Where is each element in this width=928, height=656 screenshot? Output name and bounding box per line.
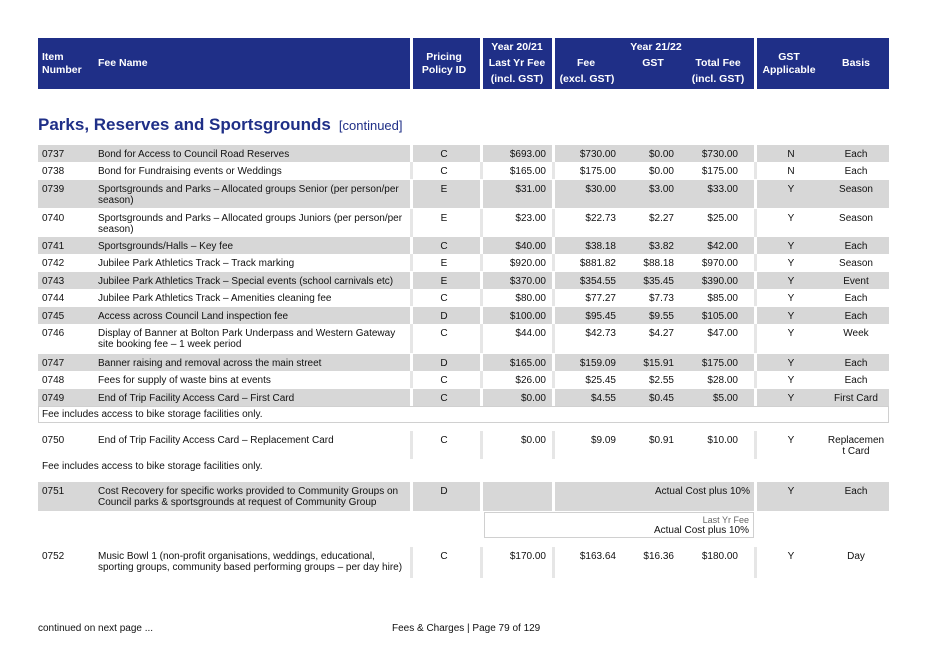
cell-fee: $30.00 <box>585 184 616 195</box>
cell-fee: $4.55 <box>590 393 616 404</box>
cell-name: Jubilee Park Athletics Track – Amenities cleaning fee <box>98 293 332 304</box>
cell-actual-cost: Actual Cost plus 10% <box>654 486 750 497</box>
cell-total: $175.00 <box>701 166 738 177</box>
cell-last: $40.00 <box>515 241 546 252</box>
table-row <box>38 272 889 289</box>
cell-num: 0750 <box>42 435 65 446</box>
cell-app: Y <box>787 311 795 322</box>
cell-name: Bond for Fundraising events or Weddings <box>98 166 282 177</box>
cell-gst: $9.55 <box>648 311 674 322</box>
cell-last: $80.00 <box>515 293 546 304</box>
cell-total: $47.00 <box>707 328 738 339</box>
cell-fee: $22.73 <box>585 213 616 224</box>
cell-num: 0742 <box>42 258 65 269</box>
cell-num: 0746 <box>42 328 65 339</box>
cell-last: $100.00 <box>509 311 546 322</box>
cell-app: N <box>787 149 795 160</box>
cell-total: $5.00 <box>712 393 738 404</box>
cell-name: End of Trip Facility Access Card – First Card <box>98 393 295 404</box>
cell-app: Y <box>787 241 795 252</box>
cell-app: Y <box>787 213 795 224</box>
cell-basis: Week <box>843 328 869 339</box>
footer-continued: continued on next page ... <box>38 623 154 634</box>
cell-basis: Each <box>844 166 868 177</box>
header-gst-applicable: GST Applicable <box>762 51 816 76</box>
cell-gst: $88.18 <box>643 258 674 269</box>
cell-gst: $0.45 <box>648 393 674 404</box>
cell-num: 0737 <box>42 149 65 160</box>
cell-basis: Season <box>839 213 873 224</box>
cell-app: Y <box>787 328 795 339</box>
cell-policy: D <box>440 311 448 322</box>
cell-policy: E <box>440 258 448 269</box>
cell-app: Y <box>787 358 795 369</box>
cell-fee: $9.09 <box>590 435 616 446</box>
cell-num: 0748 <box>42 375 65 386</box>
section-title-text: Parks, Reserves and Sportsgrounds <box>38 115 331 134</box>
section-title <box>38 115 403 135</box>
cell-fee: $881.82 <box>579 258 616 269</box>
last-yr-fee-label: Last Yr Fee <box>702 515 749 525</box>
cell-gst: $15.91 <box>643 358 674 369</box>
cell-gst: $3.82 <box>648 241 674 252</box>
cell-name: Sportsgrounds and Parks – Allocated groups Juniors (per person/per season) <box>98 213 403 235</box>
cell-fee: $42.73 <box>585 328 616 339</box>
cell-name: Bond for Access to Council Road Reserves <box>98 149 290 160</box>
cell-name: Banner raising and removal across the main street <box>98 358 322 369</box>
cell-gst: $2.55 <box>648 375 674 386</box>
cell-last: $920.00 <box>509 258 546 269</box>
cell-name: Sportsgrounds and Parks – Allocated groups Senior (per person/per season) <box>98 184 399 206</box>
cell-total: $730.00 <box>701 149 738 160</box>
table-row <box>38 431 889 459</box>
header-incl-gst-2: (incl. GST) <box>691 73 745 85</box>
cell-policy: C <box>440 166 448 177</box>
cell-basis: Each <box>844 293 868 304</box>
cell-gst: $0.00 <box>648 149 674 160</box>
cell-name: Sportsgrounds/Halls – Key fee <box>98 241 234 252</box>
cell-basis: Each <box>844 375 868 386</box>
cell-basis: First Card <box>834 393 878 404</box>
cell-last: $370.00 <box>509 276 546 287</box>
cell-fee: $175.00 <box>579 166 616 177</box>
cell-basis: Each <box>844 241 868 252</box>
cell-total: $42.00 <box>707 241 738 252</box>
cell-basis: Season <box>839 184 873 195</box>
cell-basis: Event <box>843 276 869 287</box>
header-gst: GST <box>642 57 664 69</box>
cell-last: $0.00 <box>520 393 546 404</box>
table-row <box>38 371 889 388</box>
cell-basis: Season <box>839 258 873 269</box>
cell-last: $0.00 <box>520 435 546 446</box>
cell-app: Y <box>787 486 795 497</box>
table-row <box>38 389 889 406</box>
cell-num: 0744 <box>42 293 65 304</box>
table-row <box>38 209 889 237</box>
cell-num: 0740 <box>42 213 65 224</box>
cell-last: $165.00 <box>509 166 546 177</box>
last-yr-fee-value: Actual Cost plus 10% <box>653 525 749 536</box>
cell-num: 0752 <box>42 551 65 562</box>
table-row <box>38 354 889 371</box>
table-header <box>38 38 889 89</box>
cell-gst: $3.00 <box>648 184 674 195</box>
cell-name: Cost Recovery for specific works provided to Community Groups on Council parks & sportsgrounds at request of Community Group <box>98 486 399 508</box>
cell-policy: E <box>440 213 448 224</box>
cell-app: Y <box>787 375 795 386</box>
cell-basis: Each <box>844 149 868 160</box>
cell-fee: $354.55 <box>579 276 616 287</box>
cell-last: $170.00 <box>509 551 546 562</box>
table-row <box>38 145 889 162</box>
cell-policy: C <box>440 393 448 404</box>
table-row <box>38 307 889 324</box>
section-continued: [continued] <box>338 118 403 133</box>
table-row <box>38 162 889 179</box>
cell-num: 0745 <box>42 311 65 322</box>
cell-app: N <box>787 166 795 177</box>
cell-gst: $0.00 <box>648 166 674 177</box>
cell-app: Y <box>787 551 795 562</box>
cell-app: Y <box>787 184 795 195</box>
cell-total: $10.00 <box>707 435 738 446</box>
cell-fee: $730.00 <box>579 149 616 160</box>
cell-last: $693.00 <box>509 149 546 160</box>
cell-total: $180.00 <box>701 551 738 562</box>
cell-total: $28.00 <box>707 375 738 386</box>
note-0749: Fee includes access to bike storage facilities only. <box>42 409 263 420</box>
cell-last: $44.00 <box>515 328 546 339</box>
table-row <box>38 324 889 353</box>
header-last-yr-fee: Last Yr Fee <box>488 57 546 69</box>
cell-name: Access across Council Land inspection fee <box>98 311 289 322</box>
cell-gst: $16.36 <box>643 551 674 562</box>
cell-gst: $7.73 <box>648 293 674 304</box>
cell-last: $23.00 <box>515 213 546 224</box>
cell-name: End of Trip Facility Access Card – Replacement Card <box>98 435 334 446</box>
last-yr-fee-box <box>484 512 754 538</box>
header-basis: Basis <box>841 57 871 69</box>
cell-basis: Each <box>844 311 868 322</box>
cell-num: 0743 <box>42 276 65 287</box>
cell-app: Y <box>787 258 795 269</box>
cell-policy: E <box>440 184 448 195</box>
cell-fee: $77.27 <box>585 293 616 304</box>
cell-fee: $38.18 <box>585 241 616 252</box>
cell-app: Y <box>787 293 795 304</box>
table-row <box>38 482 889 511</box>
cell-policy: D <box>440 486 448 497</box>
cell-fee: $95.45 <box>585 311 616 322</box>
cell-policy: C <box>440 375 448 386</box>
cell-total: $105.00 <box>701 311 738 322</box>
header-year-2122: Year 21/22 <box>630 41 682 53</box>
cell-num: 0747 <box>42 358 65 369</box>
table-row <box>38 254 889 271</box>
table-row <box>38 547 889 578</box>
cell-num: 0739 <box>42 184 65 195</box>
cell-policy: D <box>440 358 448 369</box>
cell-basis: Each <box>844 358 868 369</box>
cell-basis: Day <box>847 551 865 562</box>
cell-name: Jubilee Park Athletics Track – Special events (school carnivals etc) <box>98 276 394 287</box>
cell-basis: Replacemen t Card <box>827 435 885 457</box>
cell-total: $390.00 <box>701 276 738 287</box>
cell-num: 0751 <box>42 486 65 497</box>
cell-fee: $25.45 <box>585 375 616 386</box>
cell-policy: C <box>440 328 448 339</box>
cell-gst: $2.27 <box>648 213 674 224</box>
cell-policy: C <box>440 293 448 304</box>
table-row <box>38 180 889 208</box>
cell-policy: E <box>440 276 448 287</box>
header-pricing-policy: Pricing Policy ID <box>421 51 467 76</box>
table-row <box>38 237 889 254</box>
cell-name: Music Bowl 1 (non-profit organisations, weddings, educational, sporting groups, community based performing groups – per day hire) <box>98 551 403 573</box>
cell-gst: $0.91 <box>648 435 674 446</box>
cell-last: $31.00 <box>515 184 546 195</box>
header-year-2021: Year 20/21 <box>491 41 543 53</box>
cell-app: Y <box>787 435 795 446</box>
header-fee-name: Fee Name <box>98 57 148 69</box>
header-fee: Fee <box>576 57 596 69</box>
cell-fee: $159.09 <box>579 358 616 369</box>
cell-total: $85.00 <box>707 293 738 304</box>
cell-basis: Each <box>844 486 868 497</box>
cell-policy: C <box>440 435 448 446</box>
cell-fee: $163.64 <box>579 551 616 562</box>
cell-policy: C <box>440 241 448 252</box>
cell-policy: C <box>440 551 448 562</box>
note-0750: Fee includes access to bike storage facilities only. <box>42 461 263 472</box>
cell-name: Jubilee Park Athletics Track – Track marking <box>98 258 295 269</box>
cell-num: 0749 <box>42 393 65 404</box>
cell-policy: C <box>440 149 448 160</box>
cell-gst: $35.45 <box>643 276 674 287</box>
cell-name: Fees for supply of waste bins at events <box>98 375 271 386</box>
cell-total: $970.00 <box>701 258 738 269</box>
cell-total: $175.00 <box>701 358 738 369</box>
cell-total: $33.00 <box>707 184 738 195</box>
cell-num: 0741 <box>42 241 65 252</box>
cell-name: Display of Banner at Bolton Park Underpass and Western Gateway site booking fee – 1 week period <box>98 328 396 350</box>
cell-gst: $4.27 <box>648 328 674 339</box>
footer-page: Fees & Charges | Page 79 of 129 <box>392 623 541 634</box>
cell-last: $165.00 <box>509 358 546 369</box>
header-incl-gst-1: (incl. GST) <box>490 73 544 85</box>
cell-last: $26.00 <box>515 375 546 386</box>
cell-num: 0738 <box>42 166 65 177</box>
header-excl-gst: (excl. GST) <box>559 73 615 85</box>
cell-total: $25.00 <box>707 213 738 224</box>
cell-app: Y <box>787 276 795 287</box>
header-item-number: Item Number <box>42 51 82 76</box>
header-total-fee: Total Fee <box>695 57 741 69</box>
cell-app: Y <box>787 393 795 404</box>
table-row <box>38 289 889 306</box>
